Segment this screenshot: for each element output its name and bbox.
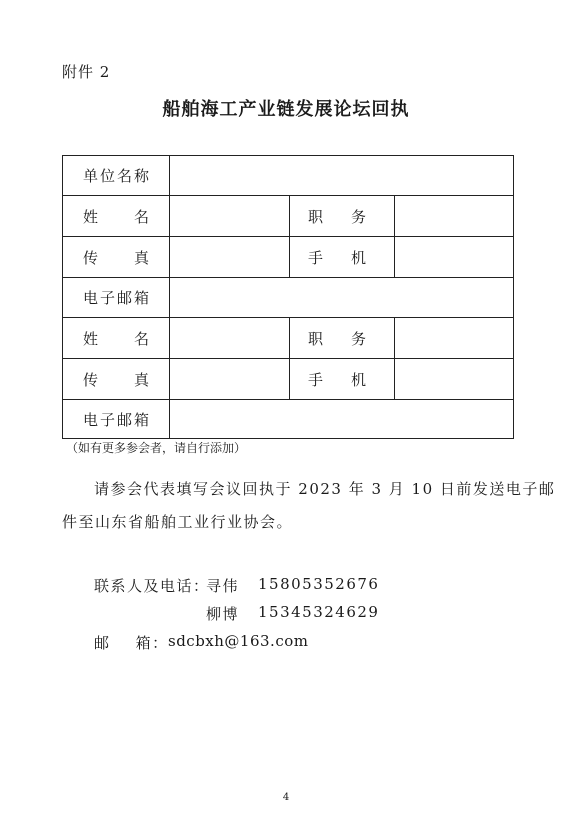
name-field[interactable]: [170, 196, 290, 236]
mobile-label: 手 机: [290, 237, 395, 277]
contact-person2-name: 柳博: [206, 605, 240, 623]
contact-person1-phone: 15805352676: [258, 575, 380, 593]
email-field[interactable]: [170, 400, 513, 438]
contact-label: 联系人及电话：: [94, 577, 210, 595]
attachment-label: 附件 2: [62, 63, 111, 81]
person2-name-row: [63, 318, 513, 359]
fax-label: 传 真: [63, 237, 170, 277]
person1-name-row: [63, 196, 513, 237]
form-note: （如有更多参会者，请自行添加）: [66, 441, 247, 455]
person1-email-row: [63, 278, 513, 318]
name-field[interactable]: [170, 318, 290, 358]
name-label: 姓 名: [63, 196, 170, 236]
person2-fax-row: [63, 359, 513, 400]
contact-email-label: 邮 箱：: [94, 634, 169, 652]
email-field[interactable]: [170, 278, 513, 317]
mobile-field[interactable]: [395, 359, 513, 399]
fax-field[interactable]: [170, 359, 290, 399]
instruction-paragraph-line2: 件至山东省船舶工业行业协会。: [62, 513, 294, 531]
position-label: 职 务: [290, 318, 395, 358]
document-title: 船舶海工产业链发展论坛回执: [162, 99, 410, 120]
person2-email-row: [63, 400, 513, 438]
unit-name-row: [63, 156, 513, 196]
position-field[interactable]: [395, 318, 513, 358]
email-label: 电子邮箱: [63, 400, 170, 438]
email-label: 电子邮箱: [63, 278, 170, 317]
mobile-label: 手 机: [290, 359, 395, 399]
unit-name-field[interactable]: [170, 156, 513, 195]
contact-email-value: sdcbxh@163.com: [168, 632, 309, 650]
instruction-paragraph-line1: 请参会代表填写会议回执于 2023 年 3 月 10 日前发送电子邮: [94, 480, 556, 498]
person1-fax-row: [63, 237, 513, 278]
contact-person2-phone: 15345324629: [258, 603, 380, 621]
position-label: 职 务: [290, 196, 395, 236]
registration-form-table: [62, 155, 514, 439]
fax-label: 传 真: [63, 359, 170, 399]
position-field[interactable]: [395, 196, 513, 236]
page-number: 4: [282, 792, 290, 803]
fax-field[interactable]: [170, 237, 290, 277]
unit-name-label: 单位名称: [63, 156, 170, 195]
contact-person1-name: 寻伟: [206, 577, 240, 595]
name-label: 姓 名: [63, 318, 170, 358]
mobile-field[interactable]: [395, 237, 513, 277]
